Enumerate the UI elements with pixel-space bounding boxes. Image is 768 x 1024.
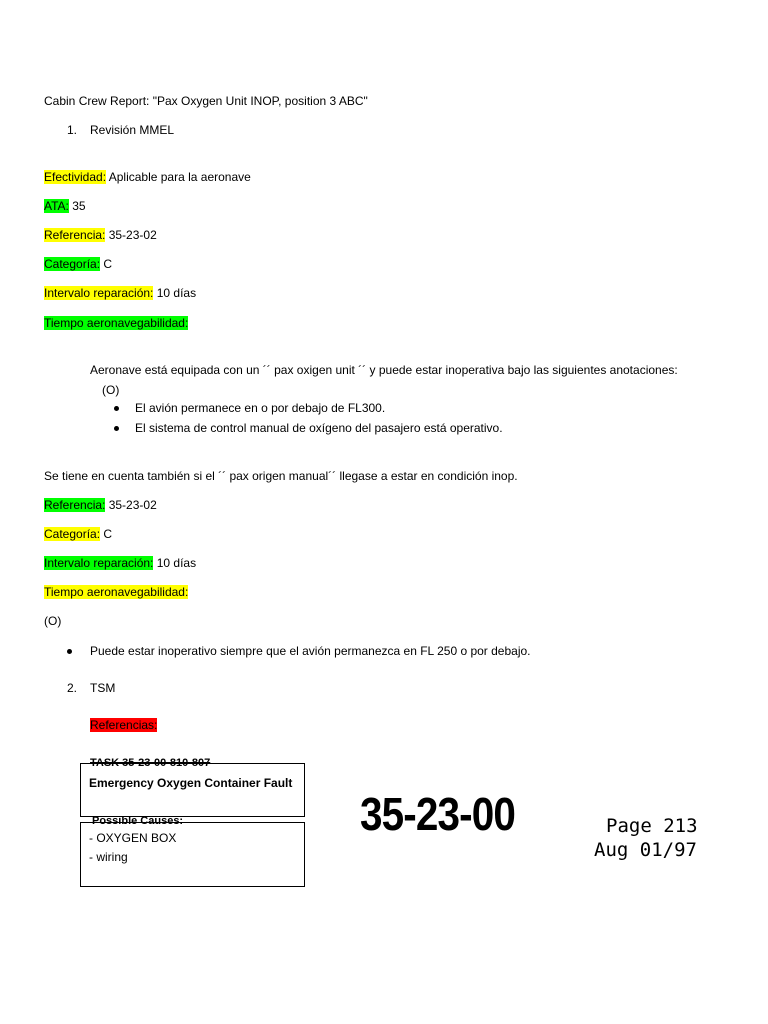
list-item: Puede estar inoperativo siempre que el avión permanezca en FL 250 o por debajo. [90, 644, 531, 658]
chapter-number: 35-23-00 [360, 788, 516, 840]
manual-intro: Se tiene en cuenta también si el ´´ pax origen manual´´ llegase a estar en condición inop. [44, 469, 518, 483]
intervalo-row [44, 555, 196, 571]
tiempo-row [44, 315, 188, 331]
manual-code: (O) [44, 614, 62, 628]
intervalo-value: 10 días [153, 556, 197, 570]
categoria-row [44, 256, 112, 272]
section-heading: TSM [90, 681, 116, 695]
mmel-code: (O) [102, 383, 120, 397]
ata-row [44, 198, 86, 214]
description: Aeronave está equipada con un ´´ pax oxigen unit ´´ y puede estar inoperativa bajo las siguientes anotaciones: [90, 363, 678, 377]
referencia-value: 35-23-02 [105, 228, 157, 242]
list-item: El avión permanece en o por debajo de FL300. [135, 401, 386, 415]
list-item: El sistema de control manual de oxígeno del pasajero está operativo. [135, 421, 503, 435]
categoria-label: Categoría: [44, 257, 101, 271]
intervalo-row [44, 285, 196, 301]
page-date: Aug 01/97 [594, 839, 697, 861]
section-heading: Revisión MMEL [90, 123, 175, 137]
tiempo-row [44, 584, 188, 600]
section-number: 2. [67, 681, 78, 695]
referencia-label: Referencia: [44, 228, 106, 242]
cause-item: - wiring [89, 850, 128, 864]
bullet-dot [67, 649, 72, 654]
categoria-value: C [100, 527, 113, 541]
bullet-dot [114, 426, 119, 431]
report-title: Cabin Crew Report: "Pax Oxygen Unit INOP, position 3 ABC" [44, 94, 368, 108]
referencia-value: 35-23-02 [105, 498, 157, 512]
referencias-row [90, 717, 157, 733]
task-title: Emergency Oxygen Container Fault [89, 776, 293, 790]
tiempo-label: Tiempo aeronavegabilidad: [44, 316, 189, 330]
referencia-row [44, 227, 157, 243]
efectividad-row [44, 169, 251, 185]
referencia-label: Referencia: [44, 498, 106, 512]
causes-label: Possible Causes: [92, 815, 184, 827]
categoria-label: Categoría: [44, 527, 101, 541]
intervalo-label: Intervalo reparación: [44, 556, 154, 570]
bullet-dot [114, 406, 119, 411]
intervalo-value: 10 días [153, 286, 197, 300]
ata-value: 35 [68, 199, 86, 213]
task-number: TASK 35-23-00-810-807 [90, 757, 211, 769]
intervalo-label: Intervalo reparación: [44, 286, 154, 300]
tiempo-label: Tiempo aeronavegabilidad: [44, 585, 189, 599]
referencia-row [44, 497, 157, 513]
referencias-label: Referencias: [90, 718, 158, 732]
categoria-row [44, 526, 112, 542]
section-number: 1. [67, 123, 78, 137]
efectividad-value: Aplicable para la aeronave [106, 170, 251, 184]
categoria-value: C [100, 257, 113, 271]
efectividad-label: Efectividad: [44, 170, 107, 184]
page-number: Page 213 [606, 815, 698, 837]
cause-item: - OXYGEN BOX [89, 831, 177, 845]
ata-label: ATA: [44, 199, 69, 213]
